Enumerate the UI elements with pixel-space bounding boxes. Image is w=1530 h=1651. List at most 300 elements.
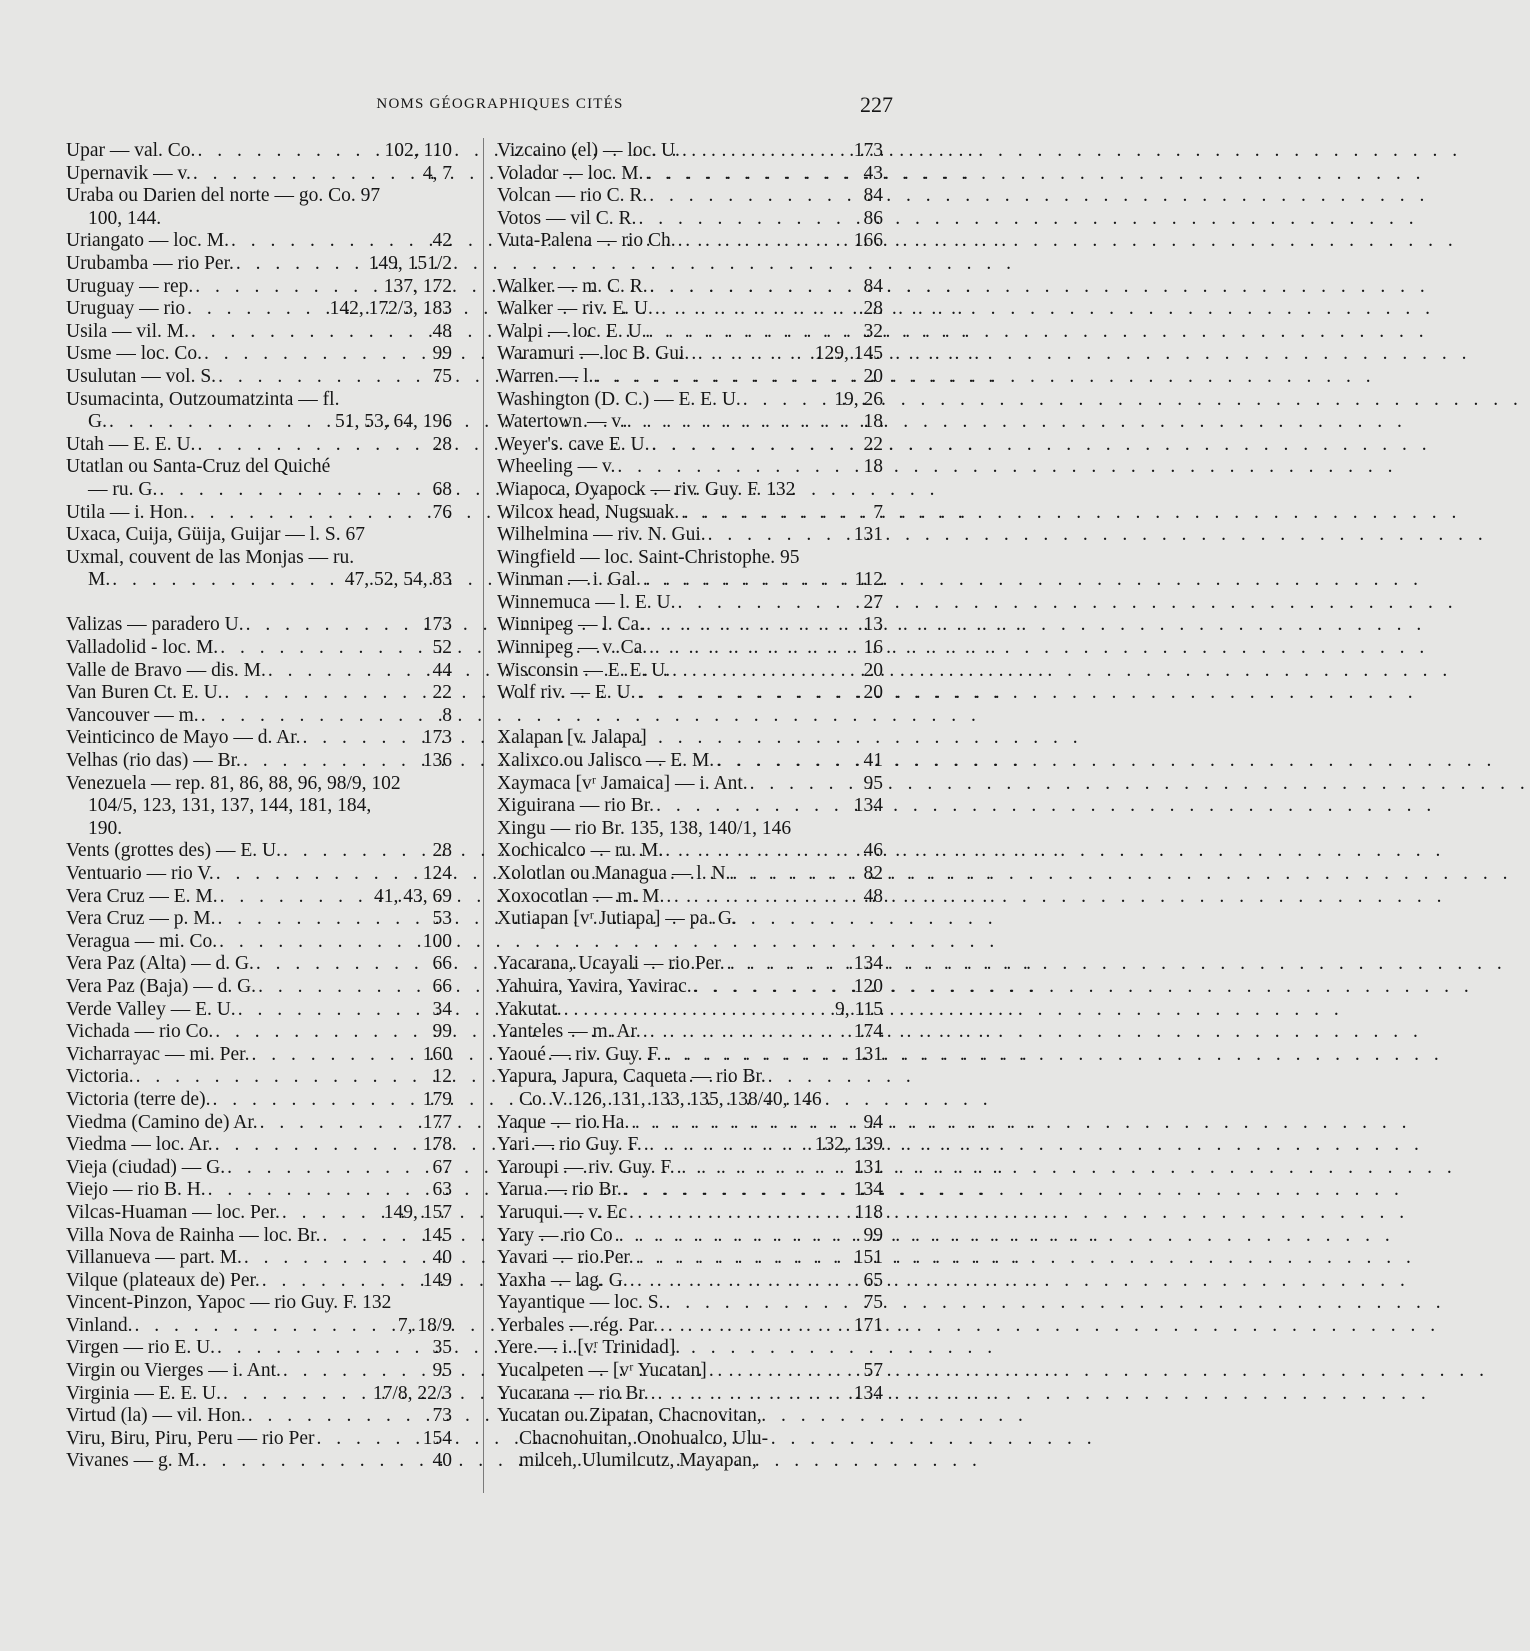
dot-leader xyxy=(648,276,864,299)
page-refs: 13 xyxy=(863,614,883,636)
dot-leader xyxy=(629,1112,863,1135)
page-refs: 129, 145 xyxy=(814,343,883,365)
page-refs: 7, 18/9 xyxy=(397,1314,452,1336)
entry-text: Yaoué — riv. Guy. F. xyxy=(497,1043,662,1065)
index-entry xyxy=(497,727,883,750)
index-entry xyxy=(66,185,452,208)
index-entry xyxy=(497,140,883,163)
page-refs: 84 xyxy=(863,185,883,207)
entry-text: 104/5, 123, 131, 137, 144, 181, 184, xyxy=(88,795,372,817)
index-entry xyxy=(66,1066,452,1089)
index-entry xyxy=(66,750,452,773)
dot-leader xyxy=(593,366,863,389)
entry-text: Virgen — rio E. U. xyxy=(66,1337,216,1359)
index-entry xyxy=(66,434,452,457)
dot-leader xyxy=(636,208,863,231)
entry-text: Vivanes — g. M. xyxy=(66,1450,200,1472)
entry-text: Vera Paz (Alta) — d. G. xyxy=(66,953,254,975)
index-entry xyxy=(66,208,452,231)
index-entry xyxy=(66,1179,452,1202)
index-entry xyxy=(66,502,452,525)
index-entry xyxy=(497,1450,883,1473)
page-refs: 145 xyxy=(422,1224,452,1246)
entry-text: Wilcox head, Nugsuak. xyxy=(497,501,680,523)
page-refs: 131 xyxy=(853,1043,883,1065)
index-entry xyxy=(66,343,452,366)
index-entry xyxy=(66,1112,452,1135)
dot-leader xyxy=(281,1360,433,1383)
dot-leader xyxy=(215,1337,432,1360)
entry-text: Vents (grottes des) — E. U. xyxy=(66,840,282,862)
page-refs: 102, 110 xyxy=(384,140,452,161)
page-refs: 124 xyxy=(422,863,452,884)
dot-leader xyxy=(675,1157,854,1180)
dot-leader xyxy=(643,163,863,186)
page-refs: 65 xyxy=(863,1269,883,1291)
entry-text: Volcan — rio C. R. xyxy=(497,185,648,207)
index-entry xyxy=(497,276,883,299)
index-entry xyxy=(497,660,883,683)
entry-text: M. xyxy=(88,569,111,591)
entry-text: Xingu — rio Br. 135, 138, 140/1, 146 xyxy=(497,817,792,839)
dot-leader xyxy=(658,1315,854,1338)
dot-leader xyxy=(189,321,433,344)
entry-text: Washington (D. C.) — E. E. U. xyxy=(497,388,741,410)
entry-text: Verde Valley — E. U. xyxy=(66,998,236,1020)
index-entry xyxy=(66,569,452,592)
index-entry xyxy=(497,1405,883,1428)
entry-text: Xochicalco — ru. M. xyxy=(497,840,664,862)
index-entry xyxy=(66,1315,452,1338)
left-index-column xyxy=(66,140,452,1473)
entry-text: Vinland. xyxy=(66,1314,133,1336)
dot-leader xyxy=(218,637,432,660)
entry-text: Utatlan ou Santa-Cruz del Quiché xyxy=(66,456,331,478)
entry-text: Usme — loc. Co. xyxy=(66,343,202,365)
index-entry xyxy=(497,524,883,547)
dot-leader xyxy=(654,795,854,818)
entry-text: — ru. G. xyxy=(88,478,158,500)
dot-leader xyxy=(628,1270,864,1293)
entry-text: Xaymaca [vʳ Jamaica] — i. Ant. xyxy=(497,772,748,794)
dot-leader xyxy=(662,1044,854,1067)
entry-text: Votos — vil C. R. xyxy=(497,207,637,229)
entry-text: Velhas (rio das) — Br. xyxy=(66,750,241,772)
page-refs: 41, 43, 69 xyxy=(374,885,452,907)
entry-text: Victoria (terre de). xyxy=(66,1088,211,1110)
page-refs: 149, 157 xyxy=(383,1201,452,1223)
page-refs: 173 xyxy=(422,614,452,636)
page-refs: 42 xyxy=(432,230,452,252)
dot-leader xyxy=(202,343,433,366)
entry-text: Veinticinco de Mayo — d. Ar. xyxy=(66,727,301,749)
dot-leader xyxy=(301,727,423,750)
entry-text: Vera Cruz — E. M. xyxy=(66,885,218,907)
index-entry xyxy=(497,840,883,863)
entry-text: Utila — i. Hon. xyxy=(66,501,188,523)
index-entry xyxy=(66,547,452,570)
index-entry xyxy=(497,976,883,999)
index-entry xyxy=(66,660,452,683)
entry-text: Virginia — E. E. U. xyxy=(66,1382,221,1404)
page-refs: 53 xyxy=(432,908,452,930)
index-entry xyxy=(497,1202,883,1225)
dot-leader xyxy=(266,660,433,683)
dot-leader xyxy=(653,298,864,321)
dot-leader xyxy=(213,1021,432,1044)
page-refs: 20 xyxy=(863,682,883,704)
index-entry xyxy=(497,389,883,412)
entry-text: Yayantique — loc. S. xyxy=(497,1292,664,1314)
entry-text: Vizcaino (el) — loc. U. xyxy=(497,140,680,161)
entry-text: Yavari — rio Per. xyxy=(497,1247,634,1269)
index-entry xyxy=(66,366,452,389)
dot-leader xyxy=(225,1157,432,1180)
dot-leader xyxy=(679,502,873,525)
page-refs: 177 xyxy=(422,1111,452,1133)
page-refs: 18 xyxy=(863,411,883,433)
page-refs: 112 xyxy=(854,569,883,591)
dot-leader xyxy=(229,230,432,253)
dot-leader xyxy=(241,750,423,773)
dot-leader xyxy=(663,1292,863,1315)
dot-leader xyxy=(217,931,423,954)
page-refs: 32 xyxy=(863,320,883,342)
dot-leader xyxy=(706,524,854,547)
dot-leader xyxy=(625,411,864,434)
index-entry xyxy=(66,931,452,954)
entry-text: Viedma — loc. Ar. xyxy=(66,1134,213,1156)
entry-text: Uxmal, couvent de las Monjas — ru. xyxy=(66,546,355,568)
dot-leader xyxy=(636,682,864,705)
dot-leader xyxy=(191,163,423,186)
entry-text: Viejo — rio B. H. xyxy=(66,1179,206,1201)
dot-leader xyxy=(676,230,854,253)
index-entry xyxy=(497,953,883,976)
entry-text: Winnipeg — l. Ca. xyxy=(497,614,645,636)
dot-leader xyxy=(280,1202,384,1225)
section-gap xyxy=(66,592,452,615)
entry-text: Viru, Biru, Piru, Peru — rio Per xyxy=(66,1427,315,1449)
page-refs: 28 xyxy=(432,433,452,455)
index-entry xyxy=(66,321,452,344)
dot-leader xyxy=(185,298,329,321)
index-entry xyxy=(497,1179,883,1202)
dot-leader xyxy=(210,1089,422,1112)
dot-leader xyxy=(647,637,863,660)
index-entry xyxy=(66,818,452,841)
index-entry xyxy=(66,1292,452,1315)
page-refs: 136 xyxy=(422,750,452,772)
entry-text: Utah — E. E. U. xyxy=(66,433,196,455)
page-refs: 63 xyxy=(432,1179,452,1201)
index-entry xyxy=(66,999,452,1022)
entry-text: Valle de Bravo — dis. M. xyxy=(66,659,266,681)
index-entry xyxy=(497,1225,883,1248)
index-entry xyxy=(66,637,452,660)
dot-leader xyxy=(214,863,423,886)
page-refs: 142, 172/3, 183 xyxy=(329,298,452,320)
page-refs: 20 xyxy=(863,365,883,387)
entry-text: Yakutat. xyxy=(497,998,562,1020)
page-refs: 7 xyxy=(873,501,883,523)
entry-text: Walker — riv. E. U. xyxy=(497,298,653,320)
entry-text: Vuta-Palena — rio Ch. xyxy=(497,230,676,252)
index-entry xyxy=(497,1247,883,1270)
dot-leader xyxy=(213,1134,423,1157)
index-entry xyxy=(497,1360,883,1383)
entry-text: Waramuri — loc B. Gui. xyxy=(497,343,690,365)
entry-text: 190. xyxy=(88,817,123,839)
dot-leader xyxy=(707,1360,864,1383)
entry-text: Wolf riv. — E. U. xyxy=(497,682,636,704)
index-entry xyxy=(497,773,883,796)
index-entry xyxy=(497,886,883,909)
entry-text: G. xyxy=(88,411,107,433)
index-entry xyxy=(497,682,883,705)
dot-leader xyxy=(670,660,863,683)
entry-text: Upar — val. Co. xyxy=(66,140,196,161)
entry-text: Wingfield — loc. Saint-Christophe. 95 xyxy=(497,546,800,568)
page-refs: 94 xyxy=(863,1111,883,1133)
page-refs: 43 xyxy=(863,162,883,184)
dot-leader xyxy=(649,1383,854,1406)
index-entry xyxy=(66,908,452,931)
entry-text: Usila — vil. M. xyxy=(66,320,189,342)
page-refs: 120 xyxy=(853,975,883,997)
index-entry xyxy=(66,1450,452,1473)
index-entry xyxy=(497,614,883,637)
index-entry xyxy=(497,1428,883,1451)
page-refs: 160 xyxy=(422,1043,452,1065)
page-refs: 134 xyxy=(853,953,883,975)
index-entry xyxy=(66,1021,452,1044)
section-gap xyxy=(497,253,883,276)
entry-text: Xutiapan [vʳ Jutiapa] — pa. G. xyxy=(497,908,737,930)
dot-leader xyxy=(195,434,432,457)
page-refs: 12 xyxy=(432,1066,452,1088)
index-entry xyxy=(66,230,452,253)
page-refs: 118 xyxy=(854,1201,883,1223)
index-entry xyxy=(66,727,452,750)
page-title: NOMS GÉOGRAPHIQUES CITÉS xyxy=(376,96,624,112)
dot-leader xyxy=(647,185,863,208)
entry-text: Vera Cruz — p. M. xyxy=(66,908,216,930)
section-gap xyxy=(497,931,883,954)
entry-text: Valladolid - loc. M. xyxy=(66,637,219,659)
entry-text: Xalixco ou Jalisco — E. M. xyxy=(497,750,715,772)
dot-leader xyxy=(627,1202,854,1225)
index-entry xyxy=(497,795,883,818)
page-refs: 20 xyxy=(863,659,883,681)
index-entry xyxy=(66,614,452,637)
entry-text: Virtud (la) — vil. Hon. xyxy=(66,1405,246,1427)
entry-text: Warren — l. xyxy=(497,365,594,387)
page-refs: 67 xyxy=(432,1156,452,1178)
index-entry xyxy=(66,886,452,909)
index-entry xyxy=(497,1157,883,1180)
entry-text: Yerbales — rég. Par. xyxy=(497,1314,659,1336)
index-entry xyxy=(66,1337,452,1360)
entry-text: Wiapoca, Oyapock — riv. Guy. F. 132 xyxy=(497,478,796,500)
page-refs: 100 xyxy=(422,930,452,952)
index-entry xyxy=(497,1337,883,1360)
entry-text: Vancouver — m. xyxy=(66,704,199,726)
index-entry xyxy=(497,750,883,773)
entry-text: Uriangato — loc. M. xyxy=(66,230,230,252)
index-entry xyxy=(497,637,883,660)
page-refs: 44 xyxy=(432,659,452,681)
index-entry xyxy=(497,1292,883,1315)
entry-text: Xiguirana — rio Br. xyxy=(497,795,655,817)
index-entry xyxy=(66,795,452,818)
index-entry xyxy=(66,1134,452,1157)
dot-leader xyxy=(218,886,374,909)
page-refs: 99 xyxy=(432,343,452,365)
entry-text: Yanteles — m. Ar. xyxy=(497,1021,641,1043)
page-refs: 131 xyxy=(853,1156,883,1178)
dot-leader xyxy=(110,569,345,592)
entry-text: Ventuario — rio V. xyxy=(66,863,214,884)
entry-text: Yucatan ou Zipatan, Chacnovitan, xyxy=(497,1405,762,1427)
index-entry xyxy=(66,456,452,479)
index-entry xyxy=(66,1270,452,1293)
dot-leader xyxy=(221,1383,373,1406)
entry-text: Xolotlan ou Managua — l. N. xyxy=(497,863,731,884)
entry-text: Usulutan — vol. S. xyxy=(66,365,217,387)
page-refs: 52 xyxy=(432,637,452,659)
entry-text: Vilcas-Huaman — loc. Per. xyxy=(66,1201,280,1223)
page-refs: 178 xyxy=(422,1134,452,1156)
entry-text: Viedma (Camino de) Ar. xyxy=(66,1111,258,1133)
page-refs: 35 xyxy=(432,1337,452,1359)
dot-leader xyxy=(675,592,863,615)
entry-text: Watertown — v. xyxy=(497,411,625,433)
page-refs: 174 xyxy=(853,1021,883,1043)
page-refs: 171 xyxy=(853,1314,883,1336)
dot-leader xyxy=(315,1428,423,1451)
index-entry xyxy=(66,1157,452,1180)
index-entry xyxy=(66,953,452,976)
page-refs: 76 xyxy=(432,501,452,523)
entry-text: Valizas — paradero U. xyxy=(66,614,244,636)
dot-leader xyxy=(644,614,863,637)
entry-text: Chacnohuitan, Onohualco, Ulu- xyxy=(519,1427,769,1449)
entry-text: Villanueva — part. M. xyxy=(66,1247,242,1269)
entry-text: 100, 144. xyxy=(88,207,162,229)
index-entry xyxy=(497,908,883,931)
index-entry xyxy=(497,1089,883,1112)
page-refs: 99 xyxy=(863,1224,883,1246)
index-entry xyxy=(66,1202,452,1225)
dot-leader xyxy=(236,999,433,1022)
entry-text: Weyer's. cave E. U. xyxy=(497,433,650,455)
index-entry xyxy=(66,773,452,796)
dot-leader xyxy=(689,343,814,366)
dot-leader xyxy=(641,1021,854,1044)
entry-text: Yary — rio Co xyxy=(497,1224,613,1246)
index-entry xyxy=(497,163,883,186)
index-entry xyxy=(66,411,452,434)
index-entry xyxy=(66,389,452,412)
entry-text: Volador — loc. M. xyxy=(497,162,644,184)
dot-leader xyxy=(741,389,834,412)
entry-text: Uraba ou Darien del norte — go. Co. 97 xyxy=(66,185,381,207)
entry-text: Xoxocotlan — m. M. xyxy=(497,885,665,907)
index-entry xyxy=(497,1315,883,1338)
page-refs: 75 xyxy=(863,1292,883,1314)
entry-text: Uruguay — rio xyxy=(66,298,186,320)
dot-leader xyxy=(215,908,432,931)
entry-text: Victoria. xyxy=(66,1066,134,1088)
page-refs: 19, 26 xyxy=(834,388,883,410)
right-index-column xyxy=(497,140,883,1473)
page-refs: 51, 53, 64, 196 xyxy=(335,411,452,433)
index-entry xyxy=(66,140,452,163)
index-entry xyxy=(497,1021,883,1044)
dot-leader xyxy=(195,140,384,163)
index-entry xyxy=(497,230,883,253)
dot-leader xyxy=(260,1270,423,1293)
entry-text: Vilque (plateaux de) Per. xyxy=(66,1269,260,1291)
entry-text: Yaroupi — riv. Guy. F. xyxy=(497,1156,675,1178)
dot-leader xyxy=(234,253,369,276)
index-entry xyxy=(497,321,883,344)
entry-text: Usumacinta, Outzoumatzinta — fl. xyxy=(66,388,340,410)
page-refs: 34 xyxy=(432,998,452,1020)
page-refs: 82 xyxy=(863,863,883,884)
index-entry xyxy=(497,208,883,231)
entry-text: Vichada — rio Co. xyxy=(66,1021,214,1043)
index-entry xyxy=(497,547,883,570)
page-refs: 40 xyxy=(432,1247,452,1269)
index-entry xyxy=(66,276,452,299)
page-refs: 154 xyxy=(422,1427,452,1449)
index-entry xyxy=(497,999,883,1022)
page-refs: 22 xyxy=(863,433,883,455)
dot-leader xyxy=(244,614,423,637)
entry-text: Wheeling — v. xyxy=(497,456,616,478)
entry-text: Co. V. 126, 131, 133, 135, 138/40, 146 xyxy=(519,1088,822,1110)
index-entry xyxy=(497,298,883,321)
dot-leader xyxy=(199,705,443,728)
entry-text: Wisconsin — E. E. U. xyxy=(497,659,671,681)
dot-leader xyxy=(157,479,432,502)
entry-text: Walpi — loc. E. U. xyxy=(497,320,647,342)
page-refs: 57 xyxy=(863,1360,883,1382)
index-entry xyxy=(497,863,883,886)
dot-leader xyxy=(223,682,433,705)
page-refs: 4, 7 xyxy=(422,162,452,184)
entry-text: Yaxha — lag. G. xyxy=(497,1269,628,1291)
entry-text: Yari — rio Guy. F. xyxy=(497,1134,642,1156)
page-refs: 73 xyxy=(432,1405,452,1427)
page-refs: 84 xyxy=(863,275,883,297)
index-entry xyxy=(497,185,883,208)
page-refs: 149, 151/2 xyxy=(368,252,452,274)
index-entry xyxy=(66,682,452,705)
dot-leader xyxy=(680,140,854,163)
page-refs: 99 xyxy=(432,1021,452,1043)
page-refs: 166 xyxy=(853,230,883,252)
entry-text: Vera Paz (Baja) — d. G. xyxy=(66,975,257,997)
dot-leader xyxy=(193,276,383,299)
index-entry xyxy=(497,1112,883,1135)
dot-leader xyxy=(216,366,432,389)
entry-text: Yacarana, Ucayali — rio Per. xyxy=(497,953,725,975)
index-entry xyxy=(66,840,452,863)
dot-leader xyxy=(641,569,855,592)
